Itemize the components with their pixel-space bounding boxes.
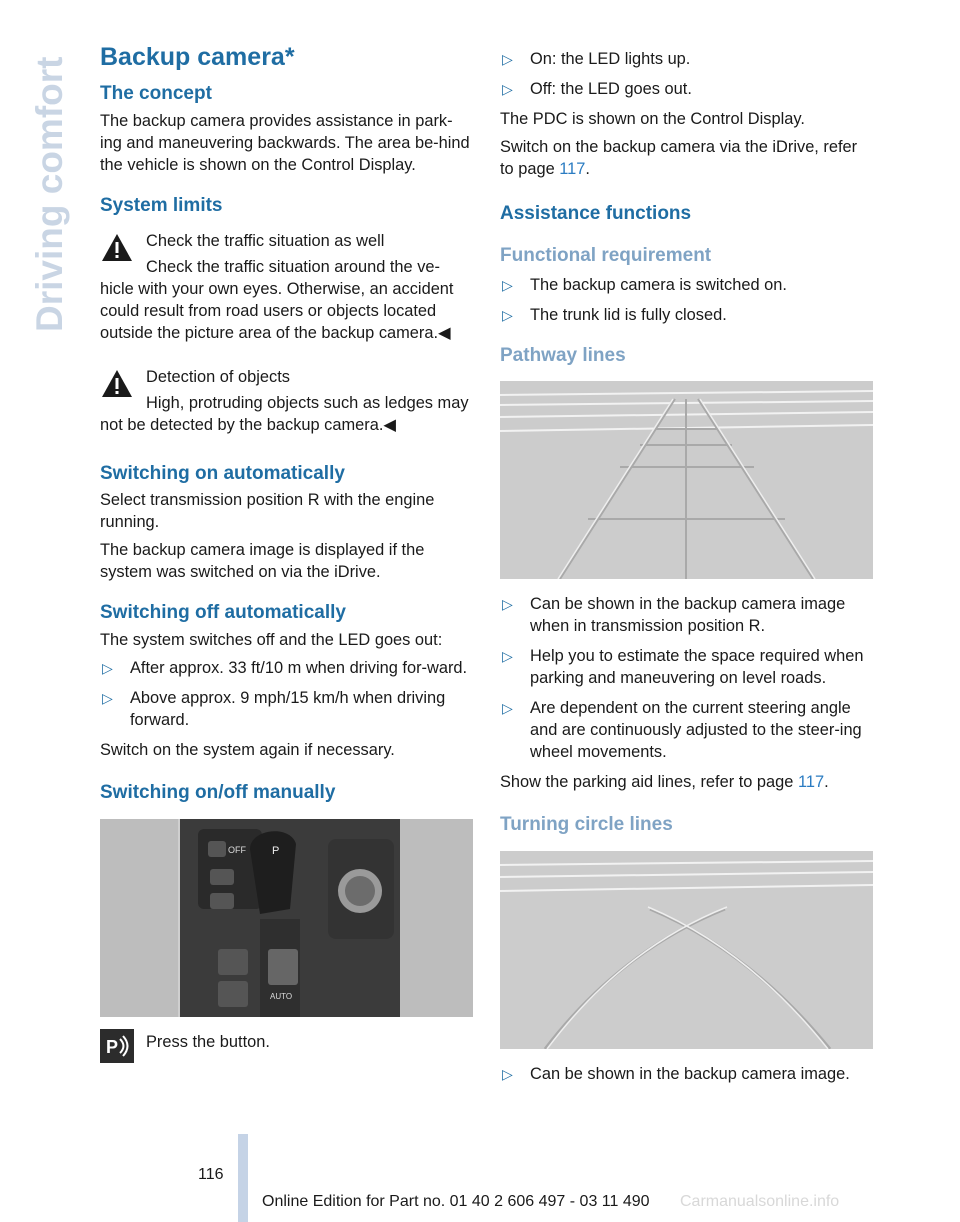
press-button-text: Press the button. [146, 1032, 270, 1051]
switch-on-text: Switch on the backup camera via the iDrive, refer to page 117. [500, 138, 858, 178]
console-off-label: OFF [228, 844, 246, 855]
page-link[interactable]: 117 [559, 160, 586, 178]
pdc-text: The PDC is shown on the Control Display. [500, 110, 805, 128]
park-assist-button-icon[interactable] [100, 1029, 134, 1063]
manual-heading: Switching on/off manually [100, 782, 336, 803]
console-auto-label: AUTO [270, 991, 293, 1001]
page-link[interactable]: 117 [797, 773, 825, 792]
turning-heading: Turning circle lines [500, 814, 673, 836]
list-item: ▷ After approx. 33 ft/10 m when driving for-ward. [102, 659, 468, 677]
auto-off-heading: Switching off automatically [100, 602, 346, 624]
auto-off-text: The system switches off and the LED goes out: [100, 631, 443, 649]
warning-traffic [100, 230, 473, 344]
warning-body: Check the traffic situation around the ve-hicle with your own eyes. Otherwise, an accident could result from road users or objects located outside the picture area of the backup camera.◀ [100, 257, 454, 342]
limits-heading: System limits [100, 194, 223, 216]
concept-text: The backup camera provides assistance in park-ing and maneuvering backwards. The area be-hind the vehicle is shown on the Control Display. [100, 111, 470, 174]
console-image [100, 819, 473, 1017]
auto-off-after: Switch on the system again if necessary. [100, 741, 395, 759]
page-number: 116 [198, 1166, 224, 1183]
console-p-label: P [272, 844, 280, 857]
side-title-text: Driving comfort [29, 56, 70, 332]
page-title: Backup camera* [100, 43, 295, 71]
list-item: ▷ Above approx. 9 mph/15 km/h when driving forward. [102, 689, 446, 729]
pathway-heading: Pathway lines [500, 344, 626, 366]
led-list [500, 48, 873, 100]
bullet-triangle-icon: ▷ [502, 700, 513, 717]
warning-triangle-icon [100, 368, 134, 400]
func-req-list [500, 274, 873, 326]
footer-online-edition: Online Edition for Part no. 01 40 2 606 497 - 03 11 490 [262, 1193, 650, 1210]
list-item: ▷ Off: the LED goes out. [502, 80, 692, 98]
auto-off-list [100, 657, 473, 731]
right-column [500, 48, 873, 1093]
warning-title: Detection of objects [146, 367, 290, 386]
footer-bar [238, 1134, 248, 1222]
bullet-triangle-icon: ▷ [102, 660, 113, 676]
watermark: Carmanualsonline.info [680, 1193, 840, 1210]
concept-heading: The concept [100, 83, 212, 104]
turning-list [500, 1063, 873, 1085]
side-title [22, 40, 70, 340]
assist-heading: Assistance functions [500, 203, 692, 224]
warning-title: Check the traffic situation as well [146, 231, 385, 250]
list-item: ▷ Help you to estimate the space required when parking and maneuvering on level roads. [502, 647, 864, 688]
list-item: ▷ Are dependent on the current steering angle and are continuously adjusted to the steer-ing wheel movements. [502, 699, 862, 762]
func-req-heading: Functional requirement [500, 244, 712, 266]
bullet-triangle-icon: ▷ [502, 596, 513, 613]
bullet-triangle-icon: ▷ [502, 276, 513, 293]
turning-lines-image [500, 851, 873, 1049]
bullet-triangle-icon: ▷ [502, 81, 513, 97]
warning-triangle-icon [100, 232, 134, 264]
warning-body: High, protruding objects such as ledges may not be detected by the backup camera.◀ [100, 393, 469, 434]
pathway-lines-image [500, 381, 873, 579]
bullet-triangle-icon: ▷ [502, 1066, 513, 1082]
left-column [100, 42, 473, 1069]
auto-on-heading: Switching on automatically [100, 462, 345, 484]
bullet-triangle-icon: ▷ [502, 648, 513, 665]
pdc-button-row [100, 1029, 473, 1069]
bullet-triangle-icon: ▷ [102, 690, 113, 706]
list-item: ▷ Can be shown in the backup camera image when in transmission position R. [502, 595, 846, 636]
bullet-triangle-icon: ▷ [502, 51, 513, 67]
pathway-list [500, 593, 873, 763]
svg-text:P: P [106, 1036, 119, 1057]
list-item: ▷ Can be shown in the backup camera image. [502, 1065, 850, 1083]
list-item: ▷ The backup camera is switched on. [502, 275, 787, 294]
auto-on-text: Select transmission position R with the engine running. [100, 491, 435, 532]
warning-detection [100, 366, 473, 436]
parking-aid-text: Show the parking aid lines, refer to page 117. [500, 773, 829, 792]
auto-on-text: The backup camera image is displayed if the system was switched on via the iDrive. [100, 541, 425, 582]
list-item: ▷ The trunk lid is fully closed. [502, 305, 727, 324]
bullet-triangle-icon: ▷ [502, 306, 513, 323]
list-item: ▷ On: the LED lights up. [502, 50, 691, 68]
